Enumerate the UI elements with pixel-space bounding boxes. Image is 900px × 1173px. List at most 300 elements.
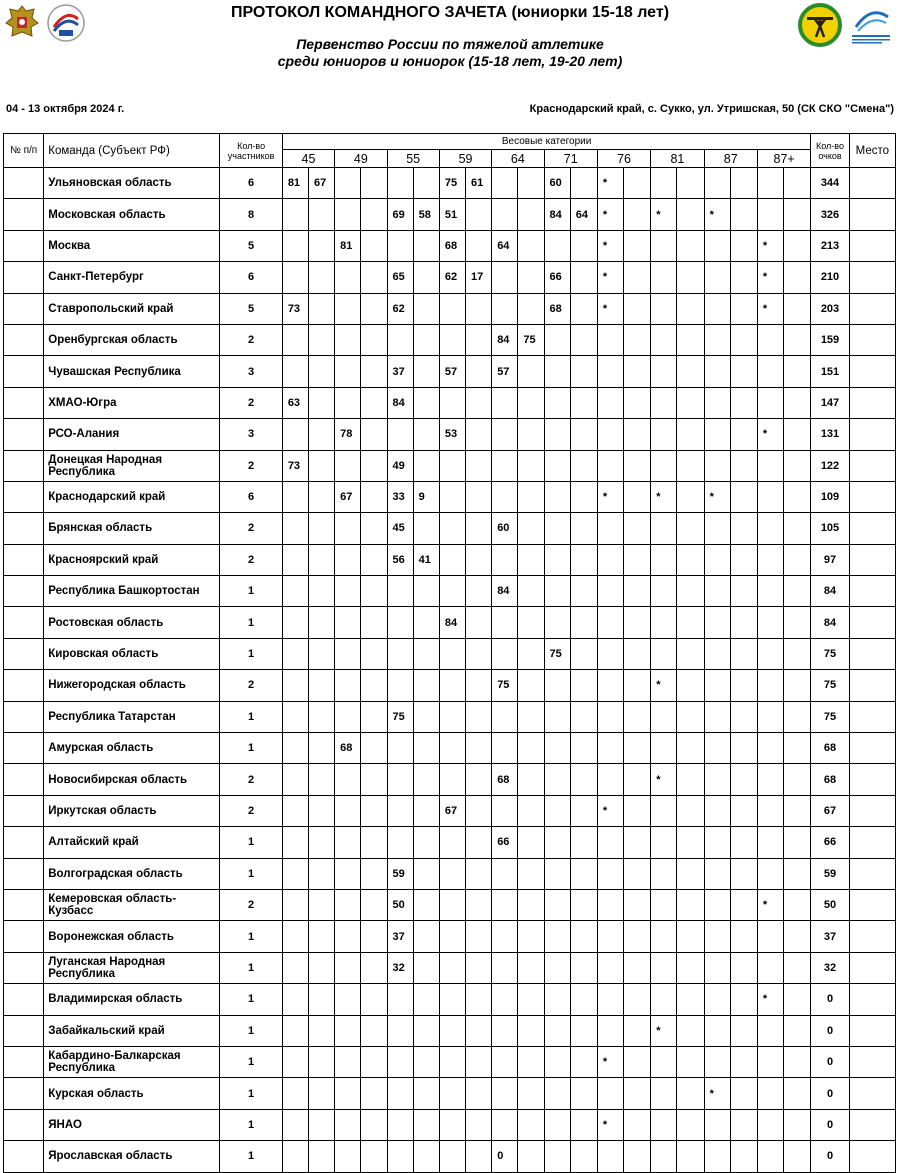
weight-score-cell: 68 [544,293,570,324]
weight-score-cell [757,1109,783,1140]
weight-score-cell [492,638,518,669]
weight-score-cell [651,858,677,889]
weight-score-cell [439,921,465,952]
weight-score-cell: * [651,1015,677,1046]
weight-score-cell: 84 [544,199,570,230]
weight-score-cell [466,1078,492,1109]
weight-score-cell [308,1015,334,1046]
weight-score-cell [544,827,570,858]
team-points: 122 [811,450,849,481]
weight-score-cell [757,827,783,858]
weight-score-cell [651,1046,677,1077]
weight-score-cell: 62 [387,293,413,324]
weight-score-cell [597,1015,623,1046]
weight-score-cell [492,795,518,826]
weight-score-cell [624,638,651,669]
results-table [3,133,896,1173]
weight-score-cell: 57 [439,356,465,387]
weight-score-cell [784,450,811,481]
weight-score-cell [387,1109,413,1140]
team-name: Брянская область [44,513,220,544]
weight-score-cell [624,1046,651,1077]
weight-category-header: 59 [439,150,491,168]
weight-score-cell [730,387,757,418]
row-number-cell [4,795,44,826]
weight-score-cell [730,1078,757,1109]
weight-score-cell [335,544,361,575]
weight-score-cell [730,450,757,481]
weight-score-cell [413,230,439,261]
weight-score-cell [757,952,783,983]
weight-score-cell [308,733,334,764]
weight-score-cell: 75 [518,324,544,355]
weight-score-cell [570,1109,597,1140]
weight-score-cell [492,607,518,638]
weight-score-cell [282,984,308,1015]
participant-count: 2 [220,450,282,481]
weight-score-cell [677,356,704,387]
weight-score-cell [704,387,730,418]
weight-score-cell [387,764,413,795]
row-number-cell [4,293,44,324]
participant-count: 1 [220,984,282,1015]
team-name: Республика Татарстан [44,701,220,732]
row-number-cell [4,1109,44,1140]
weight-score-cell [518,1141,544,1172]
table-row [4,607,896,638]
weight-score-cell [361,481,387,512]
weight-score-cell [518,952,544,983]
weight-score-cell [704,638,730,669]
weight-score-cell [282,858,308,889]
team-points: 59 [811,858,849,889]
weight-score-cell [439,638,465,669]
weight-score-cell [335,293,361,324]
weight-score-cell [466,576,492,607]
weight-score-cell [544,1141,570,1172]
weight-score-cell [677,1046,704,1077]
weight-score-cell [518,1109,544,1140]
weight-score-cell [651,230,677,261]
weight-score-cell [282,952,308,983]
weight-score-cell [651,419,677,450]
weight-score-cell [335,952,361,983]
weight-score-cell [784,1046,811,1077]
weight-score-cell [387,607,413,638]
weight-score-cell [492,921,518,952]
weight-score-cell [413,764,439,795]
weight-score-cell [387,1078,413,1109]
weight-score-cell [757,670,783,701]
weight-score-cell [784,1109,811,1140]
weight-score-cell [677,450,704,481]
weight-score-cell [651,827,677,858]
weight-score-cell [466,858,492,889]
team-points: 0 [811,984,849,1015]
weight-score-cell [282,544,308,575]
team-points: 0 [811,1046,849,1077]
weight-score-cell [466,481,492,512]
weight-score-cell [308,262,334,293]
weight-score-cell: * [597,230,623,261]
row-number-cell [4,544,44,575]
weight-score-cell [282,199,308,230]
weight-score-cell [570,638,597,669]
team-name: Ульяновская область [44,168,220,199]
participant-count: 1 [220,952,282,983]
weight-score-cell [704,889,730,920]
weight-score-cell [335,1141,361,1172]
weight-score-cell [335,387,361,418]
weight-score-cell [624,1015,651,1046]
weight-score-cell [308,984,334,1015]
weight-score-cell [730,670,757,701]
weight-score-cell [570,419,597,450]
participant-count: 1 [220,921,282,952]
place-cell [849,638,895,669]
weight-score-cell [784,168,811,199]
weight-score-cell [335,1078,361,1109]
weight-score-cell [704,1015,730,1046]
weight-score-cell [784,984,811,1015]
participant-count: 1 [220,1078,282,1109]
subtitle-line-1: Первенство России по тяжелой атлетике [296,36,604,52]
weight-score-cell: * [597,795,623,826]
row-number-cell [4,576,44,607]
weight-score-cell [413,1015,439,1046]
place-cell [849,701,895,732]
weight-category-header: 81 [651,150,704,168]
weight-score-cell [677,481,704,512]
weight-score-cell [570,481,597,512]
weight-score-cell [492,858,518,889]
weight-score-cell [784,262,811,293]
weight-score-cell [757,638,783,669]
participant-count: 2 [220,764,282,795]
weight-score-cell [335,921,361,952]
weight-score-cell [570,1141,597,1172]
weight-score-cell [784,607,811,638]
weight-score-cell [387,670,413,701]
weight-score-cell [387,984,413,1015]
weight-score-cell [597,827,623,858]
weight-score-cell [335,324,361,355]
weight-score-cell [361,450,387,481]
team-name: РСО-Алания [44,419,220,450]
weight-score-cell [335,1046,361,1077]
row-number-cell [4,984,44,1015]
weight-score-cell [413,356,439,387]
weight-score-cell [677,262,704,293]
weight-score-cell [544,764,570,795]
weight-score-cell [282,921,308,952]
weight-score-cell [308,952,334,983]
weight-score-cell [308,450,334,481]
weight-score-cell [439,733,465,764]
weight-score-cell [308,889,334,920]
table-row [4,858,896,889]
weight-score-cell [518,733,544,764]
weight-score-cell [335,858,361,889]
weight-score-cell [544,733,570,764]
weight-score-cell: 68 [492,764,518,795]
weight-score-cell [704,795,730,826]
weight-score-cell [544,387,570,418]
weight-score-cell [308,1046,334,1077]
place-cell [849,513,895,544]
weight-score-cell: 75 [439,168,465,199]
weight-score-cell [308,858,334,889]
weight-score-cell: * [757,984,783,1015]
team-points: 131 [811,419,849,450]
weight-category-header: 87+ [757,150,810,168]
team-name: Красноярский край [44,544,220,575]
weight-score-cell [730,324,757,355]
weight-score-cell [308,1109,334,1140]
weight-score-cell [677,952,704,983]
weight-score-cell [308,1141,334,1172]
weight-score-cell [570,293,597,324]
weight-score-cell [757,356,783,387]
weight-score-cell [518,701,544,732]
weight-score-cell [677,1078,704,1109]
weight-score-cell: 51 [439,199,465,230]
weight-score-cell [704,544,730,575]
weight-score-cell [387,827,413,858]
weight-score-cell [570,168,597,199]
weight-score-cell [308,827,334,858]
weight-score-cell [361,168,387,199]
weight-score-cell: 81 [282,168,308,199]
weight-score-cell [570,1046,597,1077]
weight-score-cell: * [704,481,730,512]
team-points: 147 [811,387,849,418]
weight-score-cell: 67 [308,168,334,199]
weight-score-cell [677,1109,704,1140]
weight-score-cell: * [757,419,783,450]
weight-score-cell [492,1078,518,1109]
weight-score-cell: * [597,1046,623,1077]
weight-score-cell [492,293,518,324]
weight-score-cell [730,764,757,795]
weight-score-cell: 66 [544,262,570,293]
table-row [4,513,896,544]
weight-score-cell [518,764,544,795]
weight-score-cell [282,733,308,764]
row-number-cell [4,764,44,795]
weight-score-cell [730,419,757,450]
weight-score-cell [282,262,308,293]
weight-score-cell [570,701,597,732]
place-cell [849,670,895,701]
place-cell [849,199,895,230]
weight-score-cell [361,1046,387,1077]
row-number-cell [4,701,44,732]
weight-score-cell [730,921,757,952]
weight-score-cell [361,1015,387,1046]
weight-score-cell [413,858,439,889]
place-cell [849,733,895,764]
weight-score-cell [624,1141,651,1172]
weight-score-cell [544,450,570,481]
weight-score-cell [439,889,465,920]
table-row [4,638,896,669]
weight-score-cell [282,230,308,261]
weight-score-cell [282,889,308,920]
weight-score-cell [413,984,439,1015]
table-row [4,889,896,920]
weight-score-cell [544,481,570,512]
weight-score-cell [308,293,334,324]
weight-score-cell [677,984,704,1015]
weight-score-cell [466,795,492,826]
weight-score-cell: 45 [387,513,413,544]
weight-score-cell [624,293,651,324]
row-number-cell [4,513,44,544]
weight-score-cell [730,262,757,293]
team-name: Новосибирская область [44,764,220,795]
table-row [4,576,896,607]
weight-score-cell: 84 [492,576,518,607]
weight-score-cell [282,607,308,638]
row-number-cell [4,262,44,293]
weight-score-cell [704,168,730,199]
weight-score-cell [784,1015,811,1046]
team-points: 50 [811,889,849,920]
weight-score-cell [570,387,597,418]
weight-score-cell [570,921,597,952]
row-number-cell [4,230,44,261]
weight-score-cell [651,952,677,983]
weight-score-cell [597,701,623,732]
weight-score-cell: * [651,199,677,230]
weight-score-cell [784,733,811,764]
weight-score-cell [308,638,334,669]
weight-score-cell [308,481,334,512]
weight-score-cell [466,199,492,230]
weight-score-cell [466,544,492,575]
team-name: Санкт-Петербург [44,262,220,293]
weight-score-cell [466,670,492,701]
participant-count: 2 [220,670,282,701]
weight-score-cell [518,827,544,858]
weight-score-cell [282,638,308,669]
weight-score-cell [624,230,651,261]
weight-score-cell [413,1046,439,1077]
place-cell [849,293,895,324]
team-name: Амурская область [44,733,220,764]
weight-score-cell [282,481,308,512]
weight-score-cell [335,984,361,1015]
weight-score-cell [492,1015,518,1046]
weight-score-cell: 84 [439,607,465,638]
weight-score-cell [544,513,570,544]
weight-score-cell [730,513,757,544]
weight-score-cell [439,293,465,324]
weight-score-cell [361,199,387,230]
weight-score-cell [730,607,757,638]
weight-score-cell [784,827,811,858]
weight-category-header: 76 [597,150,650,168]
weight-score-cell [466,324,492,355]
page-subtitle [0,36,900,70]
weight-score-cell [624,387,651,418]
weight-score-cell: 60 [492,513,518,544]
weight-score-cell [784,576,811,607]
weight-score-cell: 53 [439,419,465,450]
weight-score-cell: * [757,889,783,920]
team-name: Волгоградская область [44,858,220,889]
team-points: 32 [811,952,849,983]
weight-score-cell [308,356,334,387]
page-title: ПРОТОКОЛ КОМАНДНОГО ЗАЧЕТА (юниорки 15-18 лет) [230,4,670,21]
weight-score-cell [624,952,651,983]
table-row [4,387,896,418]
team-name: Московская область [44,199,220,230]
weight-score-cell [518,889,544,920]
team-name: Курская область [44,1078,220,1109]
row-number-cell [4,356,44,387]
weight-score-cell: 9 [413,481,439,512]
weight-score-cell [570,827,597,858]
weight-score-cell [597,356,623,387]
weight-score-cell [704,952,730,983]
participant-count: 1 [220,576,282,607]
weight-score-cell [387,576,413,607]
participant-count: 2 [220,889,282,920]
participant-count: 6 [220,262,282,293]
weight-score-cell [308,1078,334,1109]
weight-score-cell [704,701,730,732]
weight-score-cell [730,952,757,983]
weight-score-cell [361,419,387,450]
weight-score-cell [730,795,757,826]
team-name: Оренбургская область [44,324,220,355]
weight-score-cell: 37 [387,921,413,952]
weight-score-cell [413,638,439,669]
weight-score-cell: 49 [387,450,413,481]
weight-score-cell [492,387,518,418]
weight-score-cell [492,733,518,764]
weight-score-cell [466,1015,492,1046]
weight-score-cell [518,544,544,575]
weight-score-cell [570,952,597,983]
weight-score-cell [730,827,757,858]
weight-score-cell [335,199,361,230]
weight-score-cell [757,701,783,732]
weight-score-cell: 73 [282,293,308,324]
weight-score-cell: 33 [387,481,413,512]
weight-score-cell: 50 [387,889,413,920]
weight-score-cell [730,858,757,889]
weight-score-cell [518,638,544,669]
event-venue: Краснодарский край, с. Сукко, ул. Утришская, 50 (СК СКО "Смена") [529,103,894,115]
weight-score-cell [439,387,465,418]
weight-score-cell [361,670,387,701]
weight-score-cell [282,513,308,544]
weight-score-cell [387,1015,413,1046]
weight-score-cell: 81 [335,230,361,261]
weight-score-cell [544,230,570,261]
weight-score-cell [597,576,623,607]
table-row [4,1015,896,1046]
weight-score-cell [361,513,387,544]
weight-score-cell [704,1046,730,1077]
weight-score-cell [757,733,783,764]
team-name: Владимирская область [44,984,220,1015]
weight-score-cell [704,827,730,858]
team-name: Луганская Народная Республика [44,952,220,983]
